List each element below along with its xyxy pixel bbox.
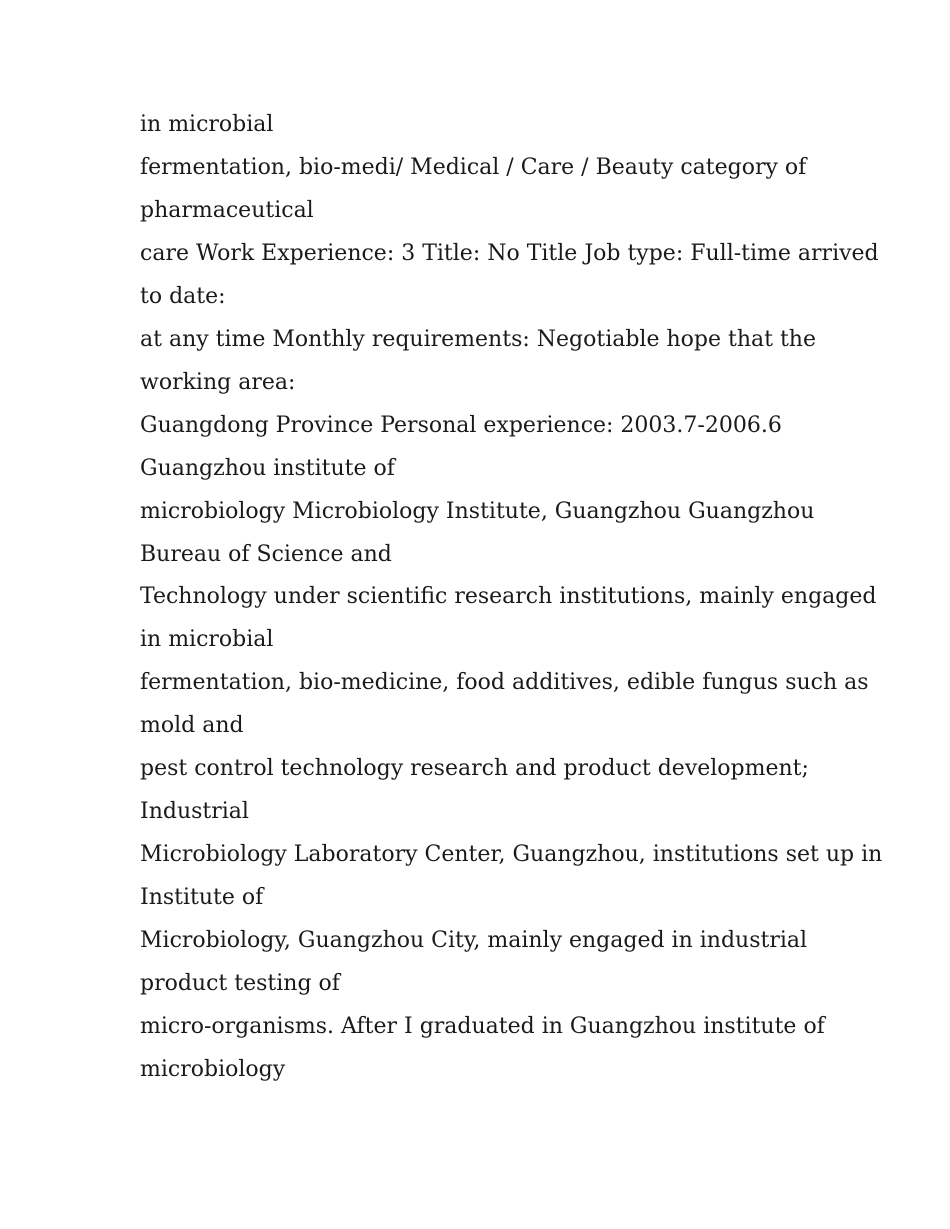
body-text — [140, 104, 883, 1092]
text-line: Industrial — [140, 799, 249, 825]
text-line: Technology under scientific research institutions, mainly engaged — [140, 584, 877, 610]
text-line: to date: — [140, 283, 226, 309]
text-line: micro-organisms. After I graduated in Guangzhou institute of — [140, 1014, 825, 1040]
text-line: microbiology Microbiology Institute, Guangzhou Guangzhou — [140, 498, 815, 524]
text-line: fermentation, bio-medicine, food additives, edible fungus such as — [140, 670, 869, 696]
text-line: microbiology — [140, 1056, 286, 1082]
text-line: in microbial — [140, 112, 274, 137]
text-line: fermentation, bio-medi/ Medical / Care / Beauty category of — [140, 154, 807, 180]
text-line: Guangzhou institute of — [140, 455, 395, 481]
text-line: Bureau of Science and — [140, 541, 392, 567]
text-line: care Work Experience: 3 Title: No Title Job type: Full-time arrived — [140, 240, 879, 266]
text-line: mold and — [140, 713, 244, 739]
text-line: pharmaceutical — [140, 197, 314, 223]
text-line: Institute of — [140, 885, 264, 911]
text-line: product testing of — [140, 971, 340, 997]
text-line: Microbiology Laboratory Center, Guangzhou, institutions set up in — [140, 842, 883, 868]
text-line: in microbial — [140, 627, 274, 653]
text-line: at any time Monthly requirements: Negotiable hope that the — [140, 326, 816, 352]
text-line: Guangdong Province Personal experience: 2003.7-2006.6 — [140, 412, 782, 438]
text-line: working area: — [140, 369, 296, 395]
text-line: pest control technology research and product development; — [140, 756, 809, 782]
text-line: Microbiology, Guangzhou City, mainly engaged in industrial — [140, 928, 808, 954]
